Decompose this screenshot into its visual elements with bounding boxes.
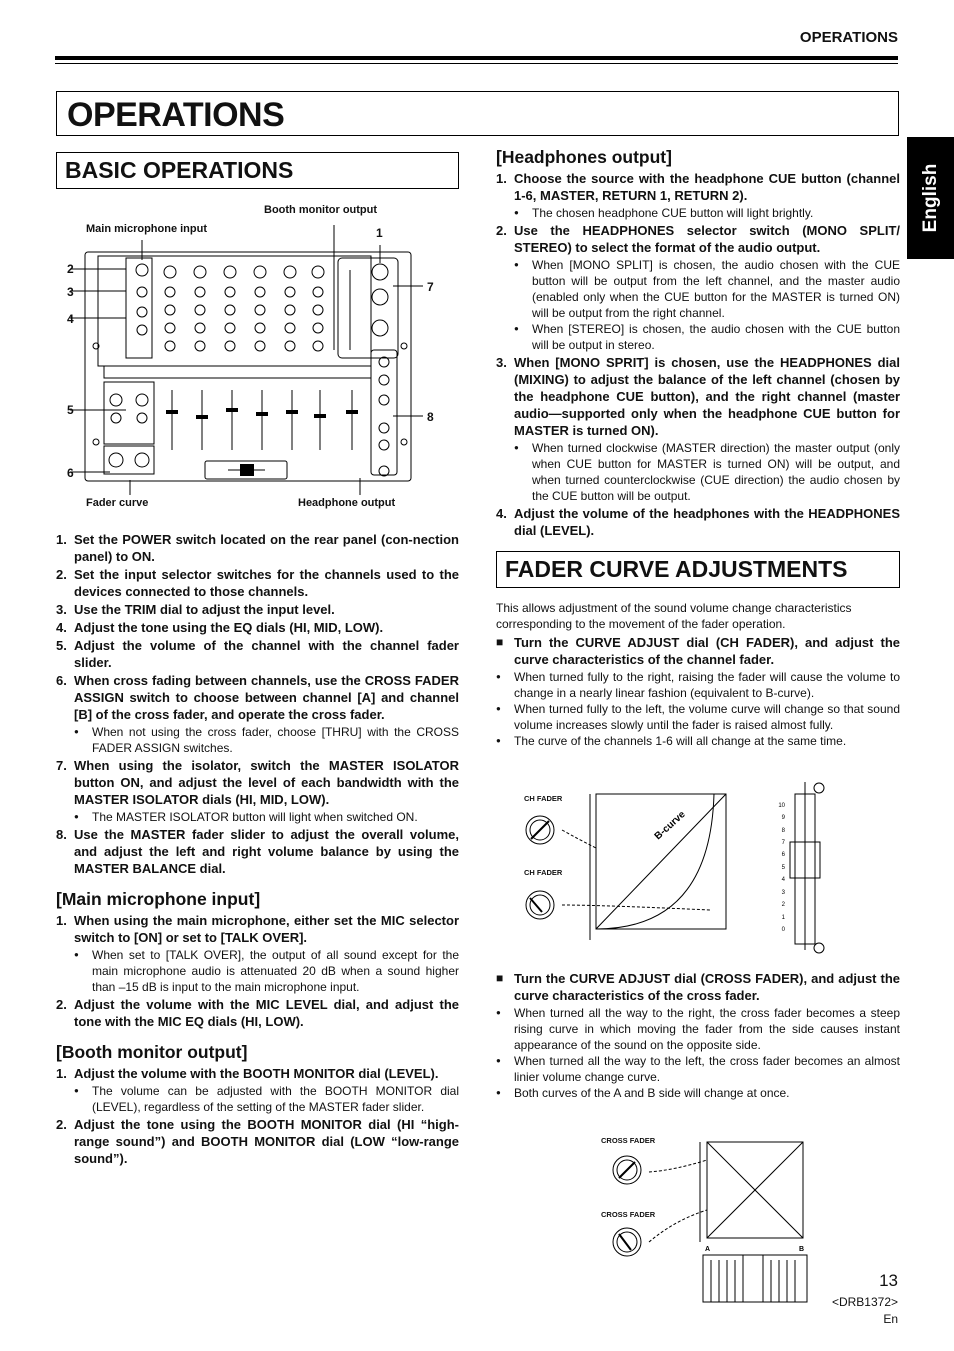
- fader-note: ● When turned fully to the right, raising the fader will cause the volume to change in a nearly linear fashion (equivalent to B-curve).: [496, 669, 900, 701]
- headphones-step: 3. When [MONO SPRIT] is chosen, use the HEADPHONES dial (MIXING) to adjust the balance of the left channel (chosen by the headphone CUE button), and the right channel (master audio—supported only when the headphone CUE button for MASTER is turned ON). ● When turned clockwise (MASTER direction) the master output (only when CUE button for MASTER is turned ON) will be output, and when turned counterclockwise (CUE direction) the audio chosen by the CUE button will be output.: [496, 354, 900, 504]
- ch-fader-label-2: CH FADER: [524, 868, 563, 877]
- step-note: ● The chosen headphone CUE button will light brightly.: [514, 205, 900, 221]
- header-rule: [55, 56, 898, 60]
- page-number: 13: [879, 1271, 898, 1290]
- headphones-step: 4. Adjust the volume of the headphones with the HEADPHONES dial (LEVEL).: [496, 506, 900, 538]
- fader-item: ■ Turn the CURVE ADJUST dial (CROSS FADER), and adjust the curve characteristics of the cross fader.: [496, 971, 900, 1003]
- label-mic: Main microphone input: [86, 223, 207, 235]
- scale-tick: 3: [781, 890, 785, 896]
- fader-note: ● Both curves of the A and B side will change at once.: [496, 1085, 900, 1101]
- label-headphone: Headphone output: [298, 497, 396, 509]
- mixer-figure: [60, 200, 455, 520]
- scale-tick: 2: [781, 902, 785, 908]
- basic-operations-title: BASIC OPERATIONS: [56, 152, 459, 189]
- step-note: ● The MASTER ISOLATOR button will light when switched ON.: [74, 809, 459, 825]
- basic-step: 1. Set the POWER switch located on the rear panel (con-nection panel) to ON.: [56, 532, 459, 564]
- mixer-drawing: [60, 200, 455, 520]
- fader-item: ■ Turn the CURVE ADJUST dial (CH FADER), and adjust the curve characteristics of the channel fader.: [496, 635, 900, 667]
- fader-curve-title: FADER CURVE ADJUSTMENTS: [496, 551, 900, 588]
- basic-steps: [56, 531, 459, 877]
- basic-step: 5. Adjust the volume of the channel with the channel fader slider.: [56, 638, 459, 670]
- basic-step: 2. Set the input selector switches for the channels used to the devices connected to those channels.: [56, 567, 459, 599]
- headphones-step: 2. Use the HEADPHONES selector switch (MONO SPLIT/ STEREO) to select the format of the audio output. ● When [MONO SPLIT] is chosen, the audio chosen with the CUE button will be output from the left channel, and the master audio (enabled only when the CUE button for the MASTER is turned ON) will be output from the right channel. ● When [STEREO] is chosen, the audio chosen with the CUE button will be output in stereo.: [496, 222, 900, 353]
- step-note: ● When [STEREO] is chosen, the audio chosen with the CUE button will be output in stereo.: [514, 321, 900, 353]
- basic-step: 4. Adjust the tone using the EQ dials (HI, MID, LOW).: [56, 620, 384, 635]
- scale-tick: 6: [781, 852, 785, 858]
- mic-steps: [56, 912, 459, 1030]
- fader-text-2: [496, 970, 900, 1102]
- ch-fader-figure: [510, 780, 870, 960]
- booth-step: 1. Adjust the volume with the BOOTH MONITOR dial (LEVEL). ● The volume can be adjusted with the BOOTH MONITOR dial (LEVEL), regardless of the setting of the MASTER fader slider.: [56, 1065, 459, 1115]
- callout-8: 8: [427, 410, 434, 424]
- basic-step: 6. When cross fading between channels, use the CROSS FADER ASSIGN switch to choose between channel [A] and channel [B] of the cross fader, and operate the cross fader. ● When not using the cross fader, choose [THRU] with the CROSS FADER ASSIGN switches.: [56, 672, 459, 756]
- fader-note: ● The curve of the channels 1-6 will all change at the same time.: [496, 733, 900, 749]
- mic-heading: [Main microphone input]: [56, 889, 261, 909]
- step-note: ● When turned clockwise (MASTER direction) the master output (only when CUE button for MASTER is turned ON) will be output, and when turned counterclockwise (CUE direction) the audio chosen by the CUE button will be output.: [514, 440, 900, 504]
- callout-2: 2: [67, 262, 74, 276]
- axis-a: A: [705, 1246, 711, 1253]
- cross-fader-figure: [595, 1130, 825, 1310]
- page-title: OPERATIONS: [56, 91, 899, 136]
- axis-b: B: [799, 1246, 805, 1253]
- scale-tick: 5: [781, 865, 785, 871]
- b-curve-label: B-curve: [652, 809, 688, 843]
- language-tab: English: [907, 137, 954, 259]
- booth-heading: [Booth monitor output]: [56, 1042, 248, 1062]
- step-note: ● When [MONO SPLIT] is chosen, the audio chosen with the CUE button will be output from the left channel, and the master audio (enabled only when the CUE button for the MASTER is turned ON) will be output from the right channel.: [514, 257, 900, 321]
- scale-tick: 1: [781, 915, 785, 921]
- fader-note: ● When turned fully to the left, the volume curve will change so that sound volume increases slowly until the fader is raised almost fully.: [496, 701, 900, 733]
- basic-step: 7. When using the isolator, switch the MASTER ISOLATOR button ON, and adjust the level of each bandwidth with the MASTER ISOLATOR dials (HI, MID, LOW). ● The MASTER ISOLATOR button will light when switched ON.: [56, 757, 459, 825]
- fader-intro: This allows adjustment of the sound volume change characteristics corresponding to the movement of the fader operation.: [496, 601, 852, 631]
- step-note: ● The volume can be adjusted with the BOOTH MONITOR dial (LEVEL), regardless of the setting of the MASTER fader slider.: [74, 1083, 459, 1115]
- scale-tick: 8: [781, 828, 785, 834]
- left-column: [56, 531, 459, 1168]
- callout-4: 4: [67, 312, 74, 326]
- basic-step: 3. Use the TRIM dial to adjust the input level.: [56, 602, 335, 617]
- scale-tick: 0: [781, 927, 785, 933]
- header-rule-thin: [55, 63, 898, 64]
- ch-fader-label-1: CH FADER: [524, 794, 563, 803]
- step-note: ● When not using the cross fader, choose [THRU] with the CROSS FADER ASSIGN switches.: [74, 724, 459, 756]
- booth-steps: [56, 1065, 459, 1167]
- booth-step: 2. Adjust the tone using the BOOTH MONITOR dial (HI “high-range sound”) and BOOTH MONITOR dial (LOW “low-range sound”).: [56, 1117, 459, 1166]
- scale-tick: 10: [778, 803, 785, 809]
- scale-tick: 4: [781, 877, 785, 883]
- ch-fader-diagram: [510, 780, 870, 960]
- step-note: ● When set to [TALK OVER], the output of all sound except for the main microphone audio is attenuated 20 dB when a sound higher than –15 dB is input to the main microphone input.: [74, 947, 459, 995]
- cross-fader-label-2: CROSS FADER: [601, 1210, 656, 1219]
- callout-7: 7: [427, 280, 434, 294]
- headphones-heading: [Headphones output]: [496, 147, 672, 167]
- cross-fader-diagram: [595, 1130, 825, 1310]
- callout-6: 6: [67, 466, 74, 480]
- fader-note: ● When turned all the way to the right, the cross fader becomes a steep rising curve in which moving the fader from the side causes instant appearance of the sound on the opposite side.: [496, 1005, 900, 1053]
- label-fader-curve: Fader curve: [86, 497, 149, 509]
- mic-step: 1. When using the main microphone, either set the MIC selector switch to [ON] or set to [TALK OVER]. ● When set to [TALK OVER], the output of all sound except for the main microphone audio is attenuated 20 dB when a sound higher than –15 dB is input to the main microphone input.: [56, 912, 459, 995]
- right-column: [496, 149, 900, 540]
- scale-tick: 9: [781, 815, 785, 821]
- callout-5: 5: [67, 403, 74, 417]
- callout-1: 1: [376, 226, 383, 240]
- fader-text-1: [496, 600, 900, 750]
- running-header: OPERATIONS: [799, 29, 898, 46]
- cross-fader-label-1: CROSS FADER: [601, 1136, 656, 1145]
- basic-step: 8. Use the MASTER fader slider to adjust the overall volume, and adjust the left and right volume balance by using the MASTER BALANCE dial.: [56, 827, 459, 876]
- document-id: <DRB1372> En: [831, 1295, 898, 1326]
- label-booth: Booth monitor output: [264, 204, 378, 216]
- fader-note: ● When turned all the way to the left, the cross fader becomes an almost linier volume change curve.: [496, 1053, 900, 1085]
- headphones-step: 1. Choose the source with the headphone CUE button (channel 1-6, MASTER, RETURN 1, RETURN 2). ● The chosen headphone CUE button will light brightly.: [496, 170, 900, 221]
- headphones-steps: [496, 170, 900, 539]
- mic-step: 2. Adjust the volume with the MIC LEVEL dial, and adjust the tone with the MIC EQ dials (HI, LOW).: [56, 997, 459, 1029]
- scale-tick: 7: [781, 840, 785, 846]
- callout-3: 3: [67, 285, 74, 299]
